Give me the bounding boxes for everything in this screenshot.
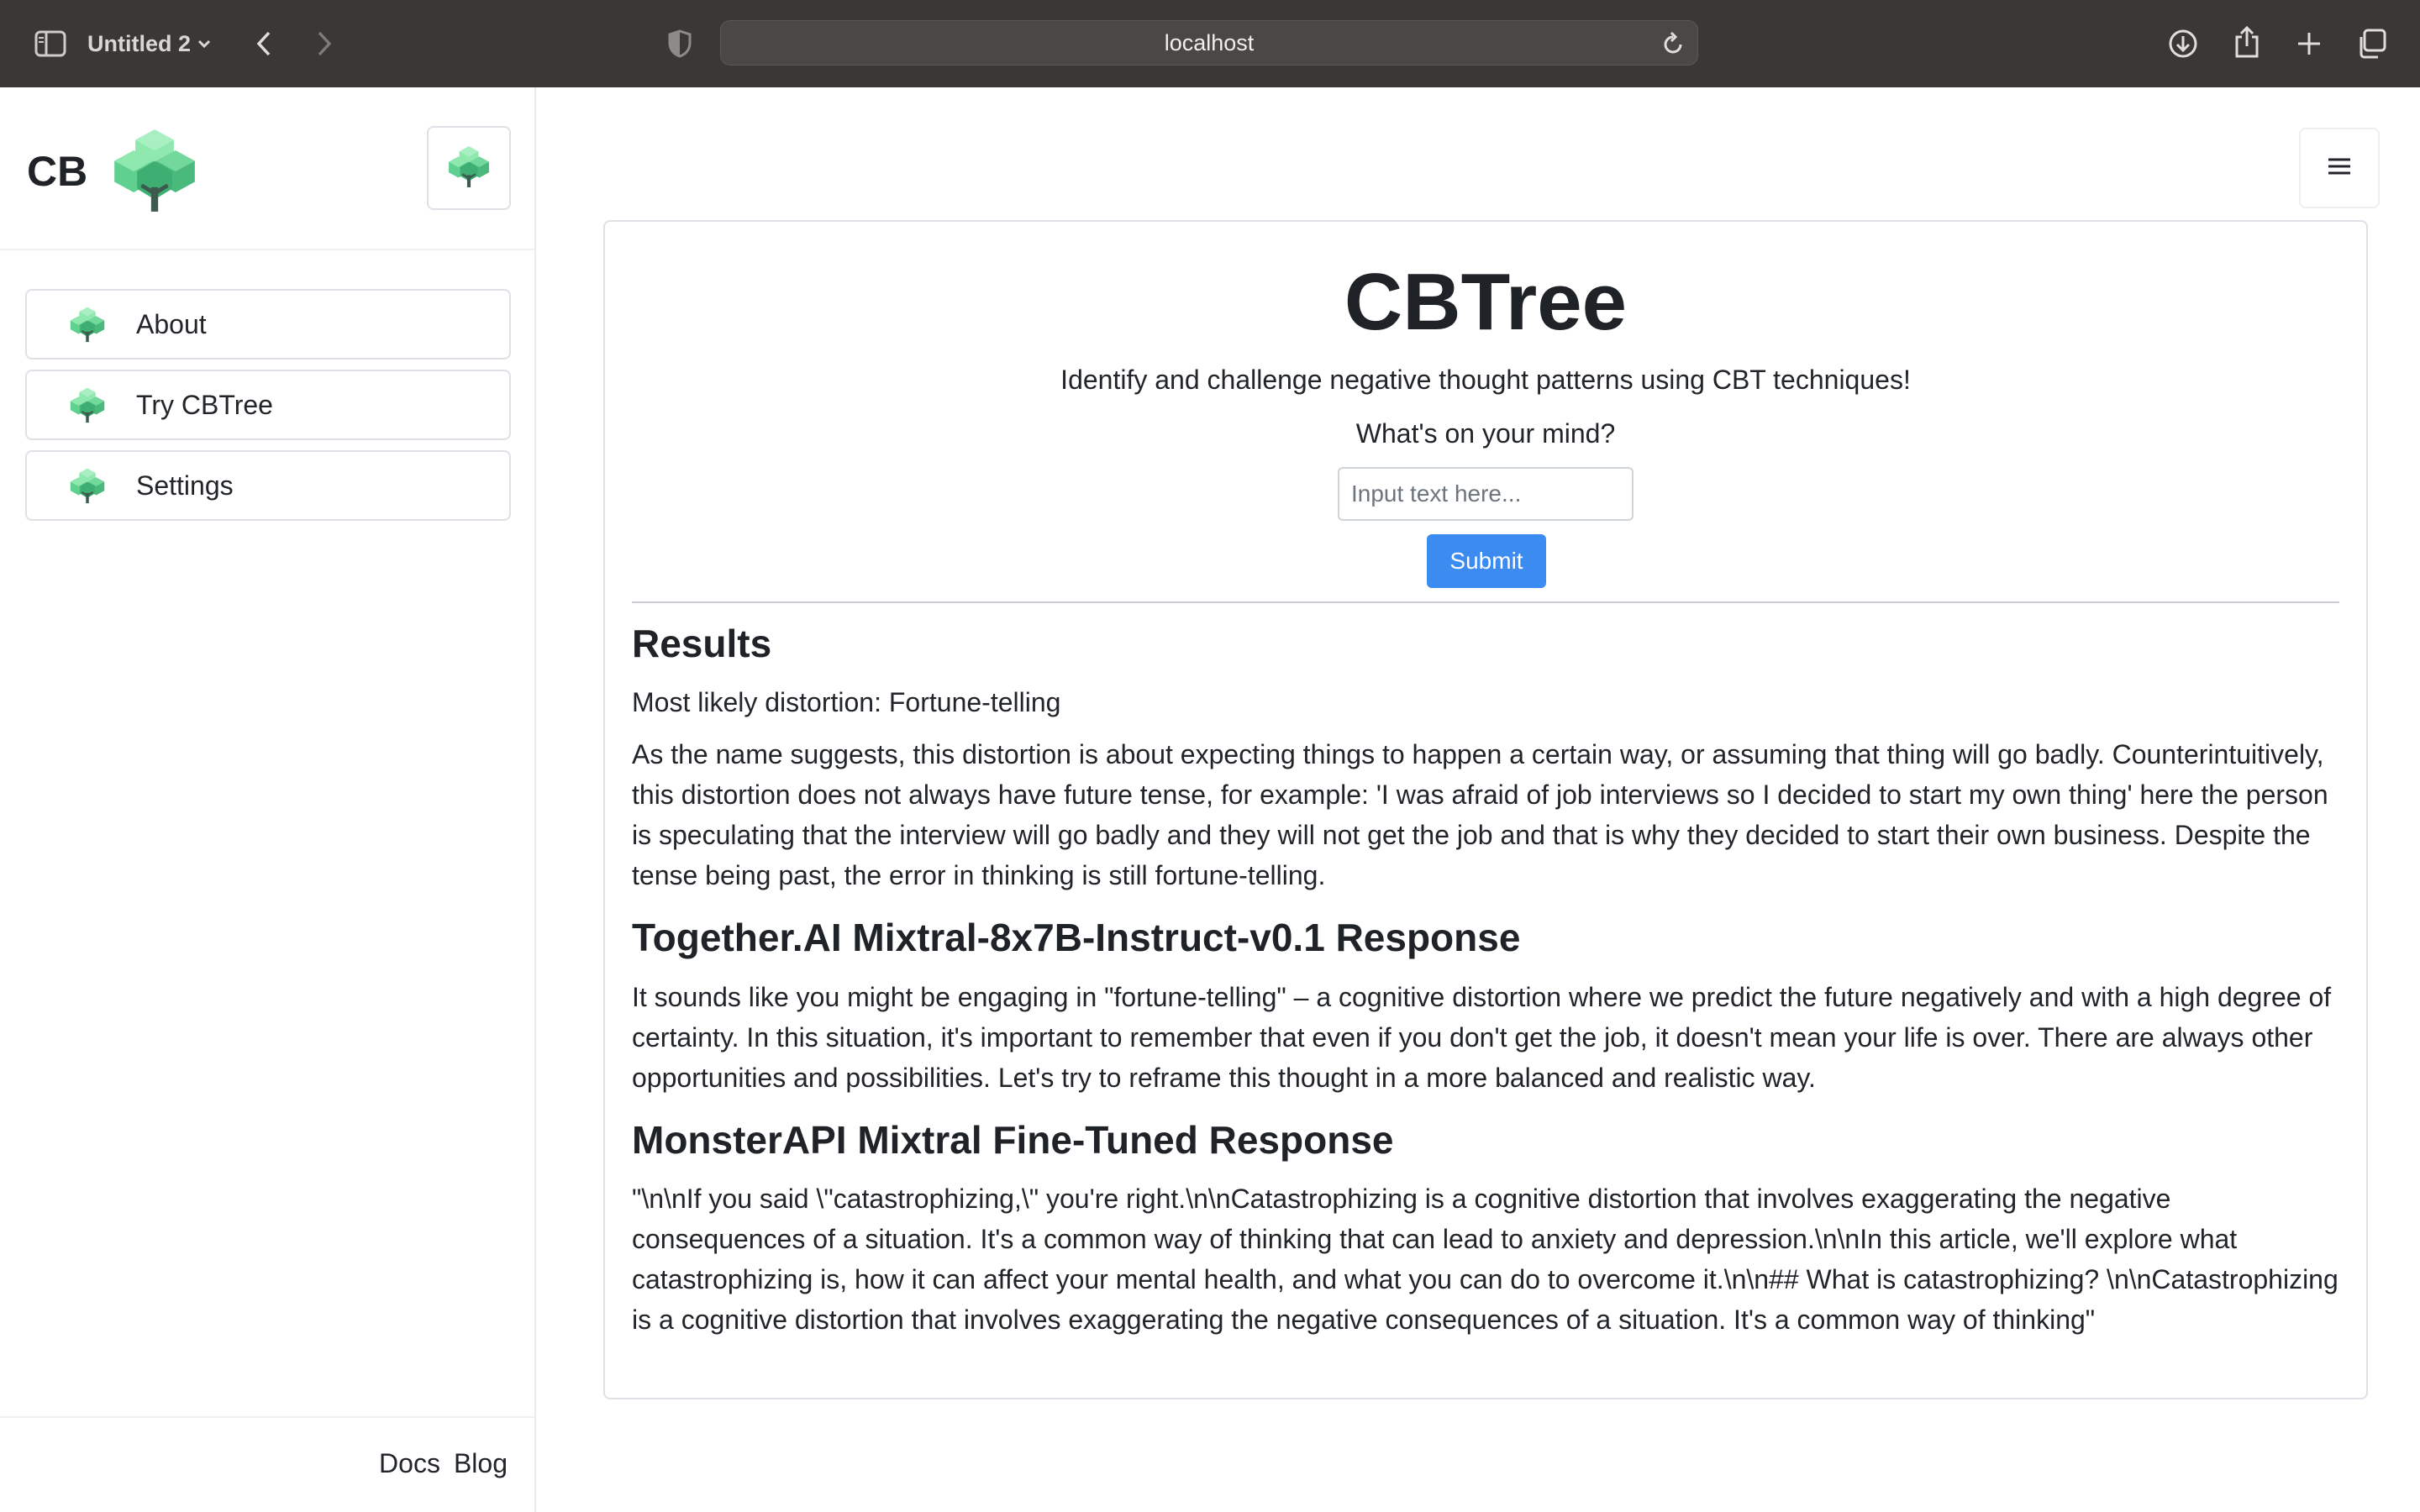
main-card [603,220,2368,1399]
privacy-shield-icon[interactable] [666,27,694,60]
forward-icon[interactable] [309,27,339,60]
back-icon[interactable] [249,27,279,60]
input-prompt: What's on your mind? [1355,418,1616,449]
sidebar-nav [25,289,511,531]
results-divider [632,601,2339,603]
sidebar-item-try-cbtree[interactable] [25,370,511,440]
thought-input[interactable] [1338,467,1634,521]
reload-icon[interactable] [1660,31,1686,56]
tree-icon [69,386,119,423]
chevron-down-icon [197,39,211,49]
tab-title-label: Untitled 2 [87,30,192,56]
tab-overview-icon[interactable] [2354,27,2388,60]
tree-icon [69,306,119,343]
page-title: CBTree [1344,257,1628,347]
download-icon[interactable] [2166,27,2200,60]
results-section [632,617,2339,1340]
sidebar-footer [379,1448,508,1479]
browser-toolbar [0,0,2420,87]
sidebar-item-label: Try CBTree [136,389,273,420]
blog-link[interactable]: Blog [453,1448,508,1478]
together-response-heading: Together.AI Mixtral-8x7B-Instruct-v0.1 Response [632,916,1521,960]
sidebar-toggle-icon[interactable] [34,29,67,59]
sidebar-item-about[interactable] [25,289,511,360]
docs-link[interactable]: Docs [379,1448,440,1478]
submit-button[interactable]: Submit [1427,534,1546,588]
sidebar-item-label: Settings [136,470,234,501]
distortion-description: As the name suggests, this distortion is about expecting things to happen a certain way, or assuming that thing will go badly. Counterintuitively, this distortion does not always have future tense, for example: 'I was afraid of job interviews so I decided to start my own thing' here the person is speculating that the interview will go badly and they will not get the job and that is why they decided to start their own business. Despite the tense being past, the error in thinking is still fortune-telling. [632,739,2328,891]
distortion-result: Most likely distortion: Fortune-telling [632,687,1061,718]
new-tab-icon[interactable] [2292,27,2326,60]
monster-response-text: "\n\nIf you said \"catastrophizing,\" you're right.\n\nCatastrophizing is a cognitive distortion that involves exaggerating the negative consequences of a situation. It's a common way of thinking that can lead to anxiety and depression.\n\nIn this article, we'll explore what catastrophizing is, how it can affect your mental health, and what you can do to overcome it.\n\n## What is catastrophizing? \n\nCatastrophizing is a cognitive distortion that involves exaggerating the negative consequences of a situation. It's a common way of thinking" [632,1184,2338,1336]
address-bar[interactable] [720,20,1698,66]
sidebar [0,87,536,1512]
results-heading: Results [632,622,772,665]
brand-logo[interactable] [27,121,198,222]
collapse-sidebar-button[interactable] [427,126,511,210]
hamburger-icon [2327,156,2352,181]
sidebar-divider [0,249,534,250]
sidebar-item-settings[interactable] [25,450,511,521]
sidebar-item-label: About [136,308,207,339]
tree-logo-icon [111,126,198,218]
tree-icon [447,144,491,192]
brand-text: CB [27,148,88,195]
menu-button[interactable] [2299,128,2380,208]
tab-group-title[interactable] [87,25,211,62]
url-text: localhost [1164,29,1255,55]
sidebar-footer-divider [0,1416,534,1418]
together-response-text: It sounds like you might be engaging in "fortune-telling" – a cognitive distortion where we predict the future negatively and with a high degree of certainty. In this situation, it's important to remember that even if you don't get the job, it doesn't mean your life is over. There are always other opportunities and possibilities. Let's try to reframe this thought in a more balanced and realistic way. [632,981,2332,1093]
page-subtitle: Identify and challenge negative thought patterns using CBT techniques! [1060,365,1911,395]
share-icon[interactable] [2230,24,2264,60]
monster-response-heading: MonsterAPI Mixtral Fine-Tuned Response [632,1117,1394,1162]
tree-icon [69,467,119,504]
